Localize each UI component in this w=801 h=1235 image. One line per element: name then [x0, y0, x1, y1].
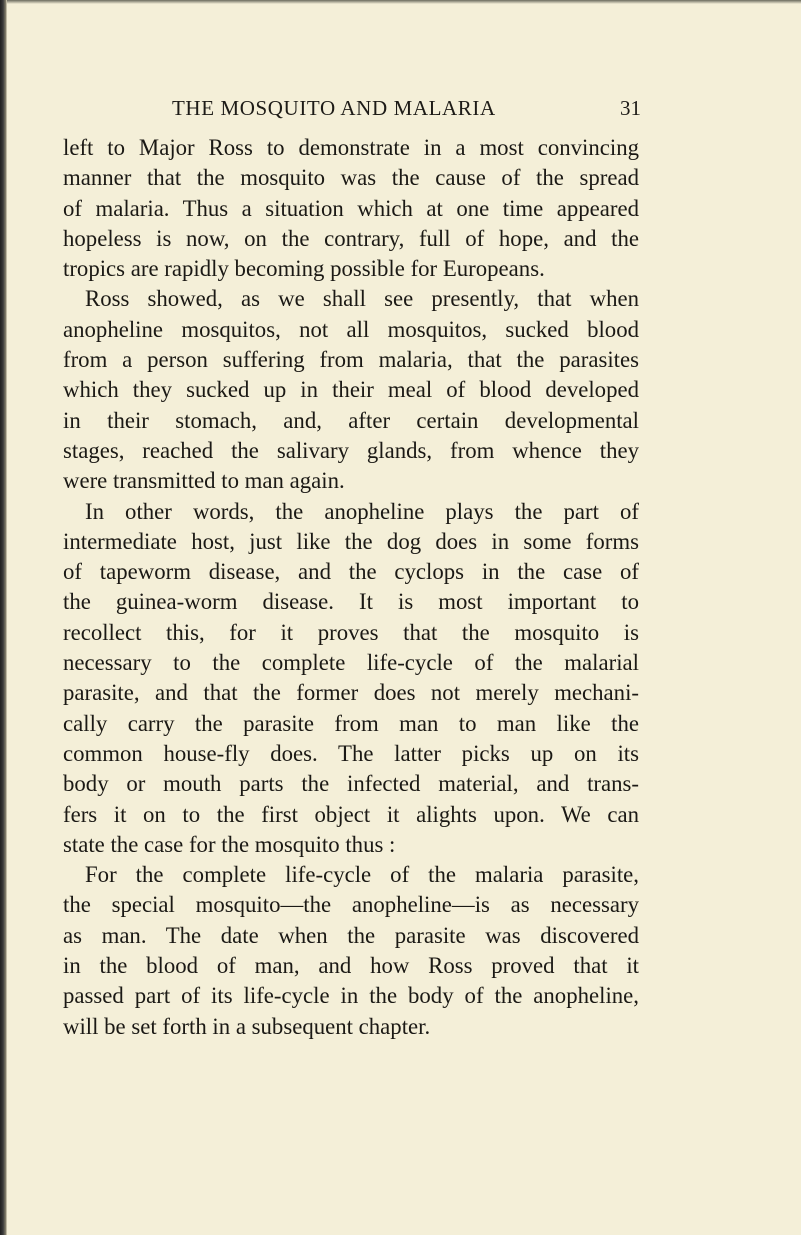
- text-line: tropics are rapidly becoming possible for Europeans.: [63, 256, 545, 282]
- text-line: stages, reached the salivary glands, from whence they: [63, 437, 639, 463]
- text-line: of tapeworm disease, and the cyclops in the case of: [63, 559, 639, 585]
- text-line: left to Major Ross to demonstrate in a most convincing: [63, 135, 639, 160]
- text-line: recollect this, for it proves that the mosquito is: [63, 619, 639, 645]
- text-line: For the complete life-cycle of the malaria parasite,: [85, 862, 639, 888]
- text-line: parasite, and that the former does not merely mechani-: [63, 680, 639, 706]
- text-line: the special mosquito—the anopheline—is as necessary: [63, 892, 639, 918]
- page-top-edge: [7, 0, 801, 4]
- text-line: In other words, the anopheline plays the part of: [85, 498, 639, 524]
- text-line: which they sucked up in their meal of blood developed: [63, 377, 639, 403]
- text-line: as man. The date when the parasite was discovered: [63, 922, 639, 948]
- text-line: necessary to the complete life-cycle of the malarial: [63, 650, 639, 676]
- text-line: anopheline mosquitos, not all mosquitos, sucked blood: [63, 316, 639, 342]
- text-line: will be set forth in a subsequent chapter.: [63, 1013, 431, 1039]
- text-line: fers it on to the first object it alights upon. We can: [63, 801, 639, 827]
- text-line: common house-fly does. The latter picks up on its: [63, 740, 639, 766]
- text-line: the guinea-worm disease. It is most important to: [63, 589, 639, 615]
- page-number: 31: [620, 96, 641, 120]
- binding-edge: [0, 0, 7, 1235]
- text-line: passed part of its life-cycle in the body of the anopheline,: [63, 983, 639, 1009]
- text-line: Ross showed, as we shall see presently, that when: [85, 286, 639, 312]
- text-line: manner that the mosquito was the cause of the spread: [63, 165, 639, 191]
- text-line: were transmitted to man again.: [63, 468, 345, 494]
- text-line: intermediate host, just like the dog does in some forms: [63, 528, 639, 554]
- text-line: in the blood of man, and how Ross proved that it: [63, 953, 639, 979]
- text-line: state the case for the mosquito thus :: [63, 831, 396, 857]
- text-line: from a person suffering from malaria, that the parasites: [63, 347, 639, 373]
- text-line: cally carry the parasite from man to man like the: [63, 710, 639, 736]
- text-line: body or mouth parts the infected material, and trans-: [63, 771, 639, 797]
- text-line: of malaria. Thus a situation which at one time appeared: [63, 195, 639, 221]
- running-head: THE MOSQUITO AND MALARIA: [172, 96, 496, 120]
- body-text: [63, 133, 639, 1042]
- text-line: hopeless is now, on the contrary, full of hope, and the: [63, 225, 639, 251]
- text-line: in their stomach, and, after certain developmental: [63, 407, 639, 433]
